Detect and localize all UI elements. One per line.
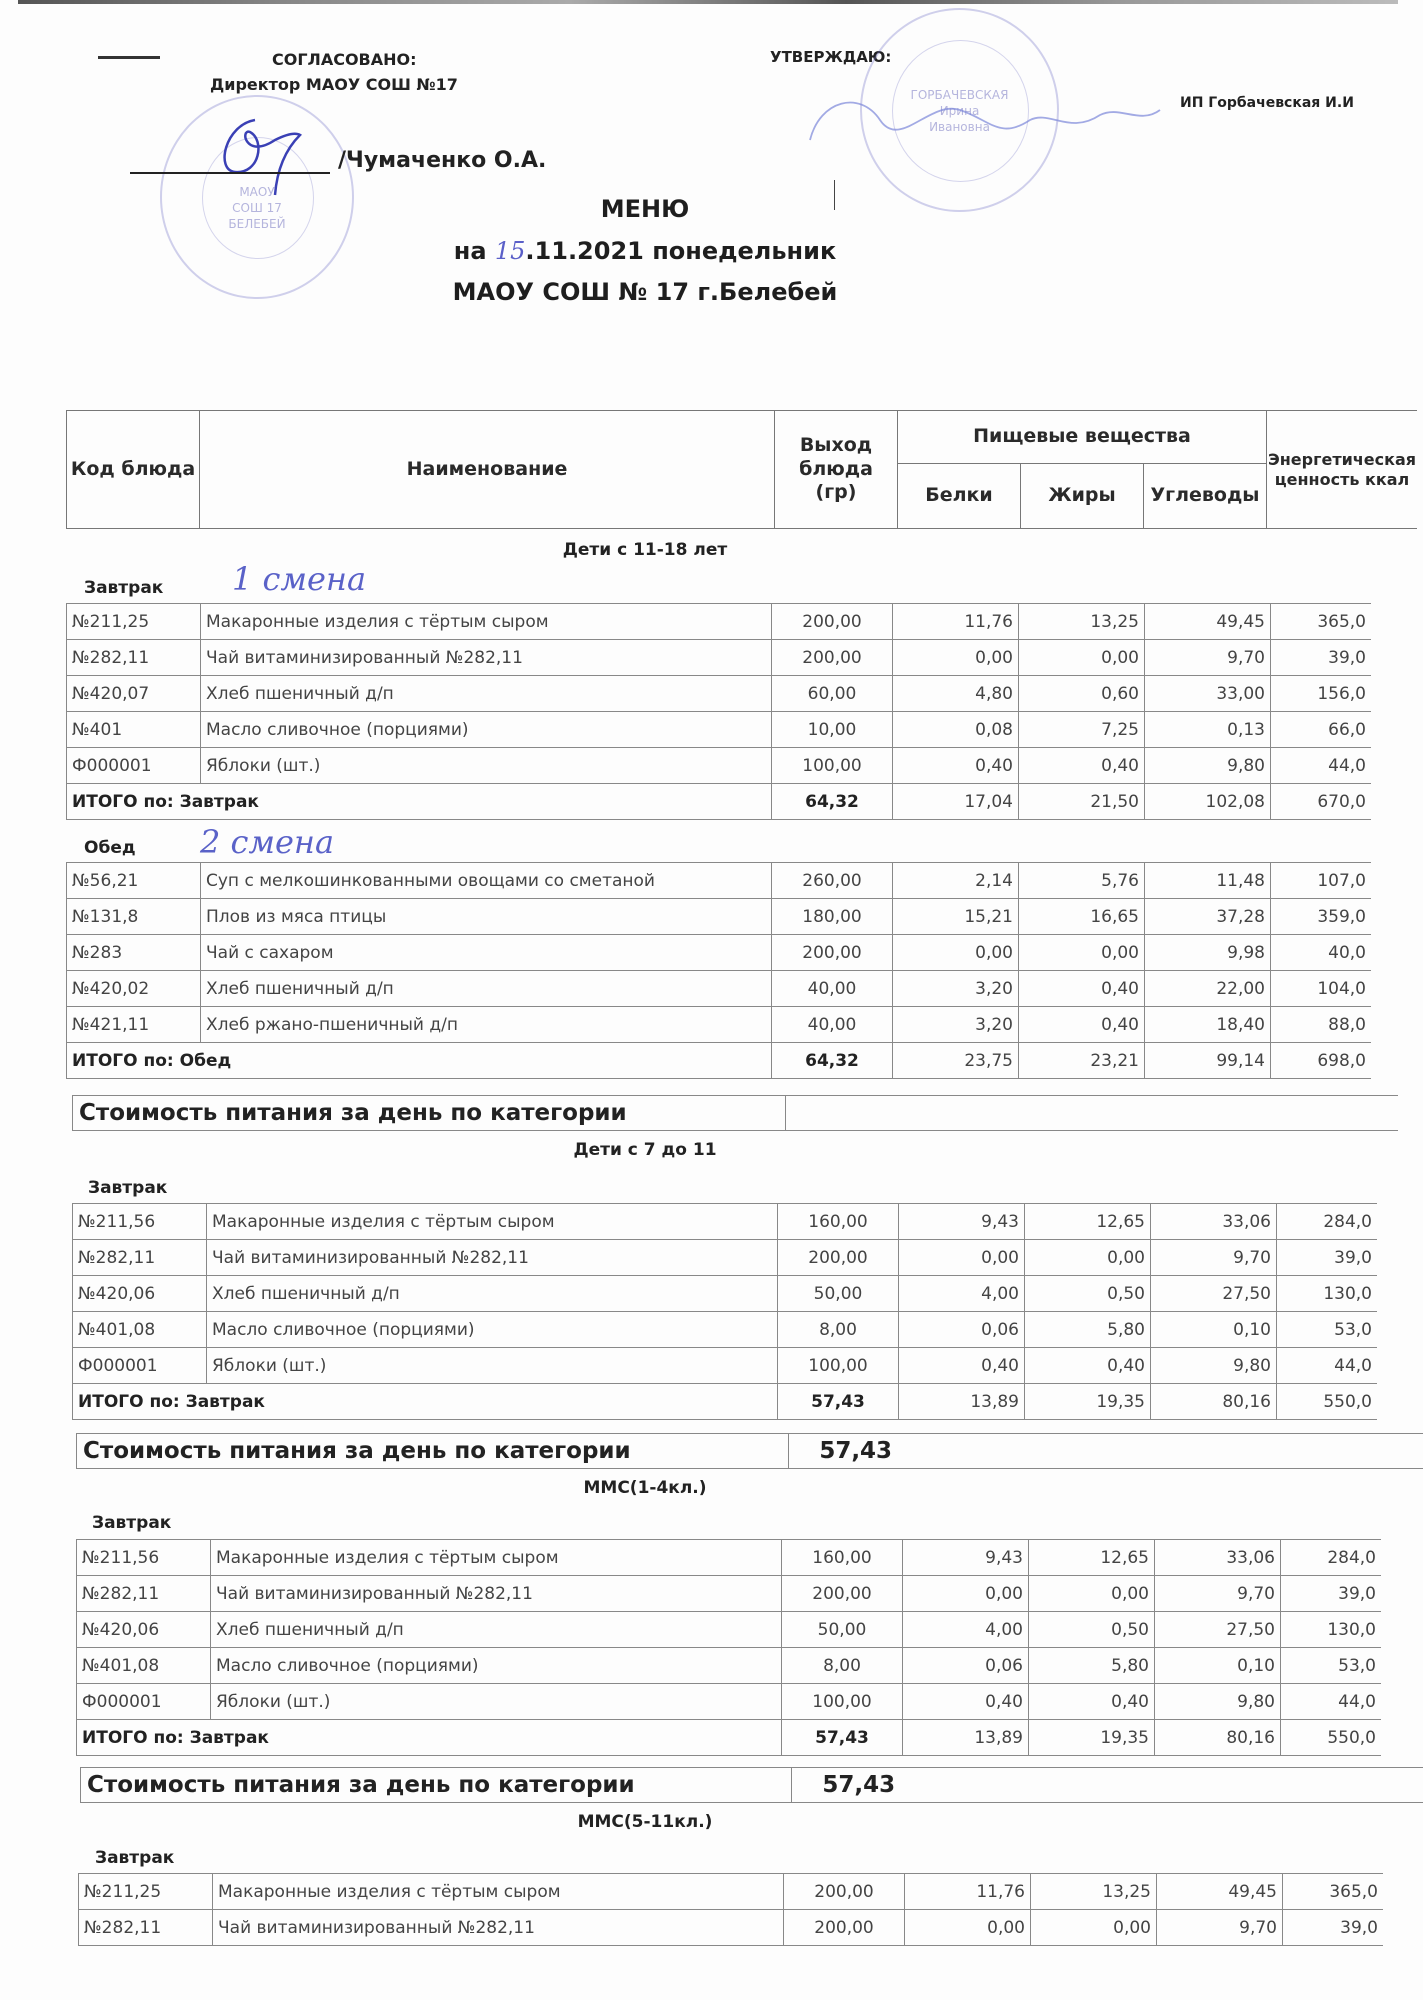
meal-label-lunch: Обед — [84, 838, 136, 858]
dash-mark — [98, 56, 160, 59]
col-proteins: Белки — [898, 464, 1021, 529]
cost-row-mms-1-4: Стоимость питания за день по категории 57,43 — [80, 1767, 1423, 1803]
agreed-label: СОГЛАСОВАНО: — [272, 50, 417, 69]
total-row: ИТОГО по: Завтрак 57,43 13,89 19,35 80,16 550,0 — [73, 1384, 1378, 1420]
section-title-mms-1-4: ММС(1-4кл.) — [583, 1478, 707, 1498]
table-row: №401,08 Масло сливочное (порциями) 8,00 0,06 5,80 0,10 53,0 — [73, 1312, 1378, 1348]
agreed-name: /Чумаченко О.А. — [338, 148, 547, 173]
meal-label-breakfast: Завтрак — [84, 578, 164, 598]
col-code: Код блюда — [67, 411, 200, 529]
table-row: №211,25 Макаронные изделия с тёртым сыром 200,00 11,76 13,25 49,45 365,0 — [79, 1874, 1384, 1910]
agreed-position: Директор МАОУ СОШ №17 — [210, 75, 458, 94]
table-row: Ф000001 Яблоки (шт.) 100,00 0,40 0,40 9,80 44,0 — [67, 748, 1372, 784]
cost-row-11-18: Стоимость питания за день по категории — [72, 1095, 1398, 1131]
total-row: ИТОГО по: Завтрак 64,32 17,04 21,50 102,08 670,0 — [67, 784, 1372, 820]
col-nutrients: Пищевые вещества — [898, 411, 1267, 464]
table-breakfast-11-18 — [66, 603, 1371, 820]
table-row: №211,25 Макаронные изделия с тёртым сыром 200,00 11,76 13,25 49,45 365,0 — [67, 604, 1372, 640]
table-row: №283 Чай с сахаром 200,00 0,00 0,00 9,98 40,0 — [67, 935, 1372, 971]
table-row: Ф000001 Яблоки (шт.) 100,00 0,40 0,40 9,80 44,0 — [77, 1684, 1382, 1720]
table-row: №211,56 Макаронные изделия с тёртым сыром 160,00 9,43 12,65 33,06 284,0 — [73, 1204, 1378, 1240]
table-lunch-11-18 — [66, 862, 1371, 1079]
signature-line — [130, 172, 330, 174]
col-name: Наименование — [200, 411, 775, 529]
stamp-right: ГОРБАЧЕВСКАЯ Ирина Ивановна — [860, 8, 1059, 212]
approver-signature — [800, 80, 1180, 160]
table-row: №282,11 Чай витаминизированный №282,11 200,00 0,00 0,00 9,70 39,0 — [73, 1240, 1378, 1276]
table-breakfast-7-11 — [72, 1203, 1377, 1420]
meal-label-breakfast: Завтрак — [95, 1848, 175, 1868]
table-row: №282,11 Чай витаминизированный №282,11 200,00 0,00 0,00 9,70 39,0 — [79, 1910, 1384, 1946]
handwritten-day: 15 — [494, 237, 526, 265]
section-title-mms-5-11: ММС(5-11кл.) — [577, 1812, 713, 1832]
approved-name: ИП Горбачевская И.И — [1180, 95, 1354, 111]
table-row: №131,8 Плов из мяса птицы 180,00 15,21 16,65 37,28 359,0 — [67, 899, 1372, 935]
total-row: ИТОГО по: Обед 64,32 23,75 23,21 99,14 698,0 — [67, 1043, 1372, 1079]
table-breakfast-mms-1-4 — [76, 1539, 1381, 1756]
menu-date: на 15.11.2021 понедельник — [453, 237, 837, 265]
meal-label-breakfast: Завтрак — [88, 1178, 168, 1198]
table-row: №421,11 Хлеб ржано-пшеничный д/п 40,00 3,20 0,40 18,40 88,0 — [67, 1007, 1372, 1043]
table-row: Ф000001 Яблоки (шт.) 100,00 0,40 0,40 9,80 44,0 — [73, 1348, 1378, 1384]
menu-title: МЕНЮ — [600, 195, 690, 223]
col-yield: Выход блюда (гр) — [775, 411, 898, 529]
table-row: №401 Масло сливочное (порциями) 10,00 0,08 7,25 0,13 66,0 — [67, 712, 1372, 748]
col-fats: Жиры — [1021, 464, 1144, 529]
total-row: ИТОГО по: Завтрак 57,43 13,89 19,35 80,16 550,0 — [77, 1720, 1382, 1756]
director-signature — [205, 110, 315, 200]
meal-label-breakfast: Завтрак — [92, 1513, 172, 1533]
table-row: №282,11 Чай витаминизированный №282,11 200,00 0,00 0,00 9,70 39,0 — [77, 1576, 1382, 1612]
table-row: №420,06 Хлеб пшеничный д/п 50,00 4,00 0,50 27,50 130,0 — [73, 1276, 1378, 1312]
col-energy: Энергетическая ценность ккал — [1267, 411, 1418, 529]
section-title-11-18: Дети с 11-18 лет — [562, 540, 728, 560]
table-header — [66, 410, 1417, 529]
col-carbs: Углеводы — [1144, 464, 1267, 529]
table-row: №401,08 Масло сливочное (порциями) 8,00 0,06 5,80 0,10 53,0 — [77, 1648, 1382, 1684]
stamp-left: МАОУ СОШ 17 БЕЛЕБЕЙ — [160, 95, 354, 299]
cost-row-7-11: Стоимость питания за день по категории 57,43 — [76, 1433, 1423, 1469]
school-name: МАОУ СОШ № 17 г.Белебей — [452, 278, 838, 306]
table-row: №211,56 Макаронные изделия с тёртым сыром 160,00 9,43 12,65 33,06 284,0 — [77, 1540, 1382, 1576]
table-row: №420,06 Хлеб пшеничный д/п 50,00 4,00 0,50 27,50 130,0 — [77, 1612, 1382, 1648]
table-row: №420,02 Хлеб пшеничный д/п 40,00 3,20 0,40 22,00 104,0 — [67, 971, 1372, 1007]
scan-top-edge — [18, 0, 1398, 4]
approved-label: УТВЕРЖДАЮ: — [770, 48, 892, 66]
table-row: №56,21 Суп с мелкошинкованными овощами со сметаной 260,00 2,14 5,76 11,48 107,0 — [67, 863, 1372, 899]
table-row: №420,07 Хлеб пшеничный д/п 60,00 4,80 0,60 33,00 156,0 — [67, 676, 1372, 712]
section-title-7-11: Дети с 7 до 11 — [573, 1140, 717, 1160]
table-row: №282,11 Чай витаминизированный №282,11 200,00 0,00 0,00 9,70 39,0 — [67, 640, 1372, 676]
handwritten-shift-2: 2 смена — [200, 823, 335, 861]
handwritten-shift-1: 1 смена — [232, 560, 367, 598]
table-breakfast-mms-5-11 — [78, 1873, 1383, 1946]
tick-mark — [834, 180, 835, 210]
